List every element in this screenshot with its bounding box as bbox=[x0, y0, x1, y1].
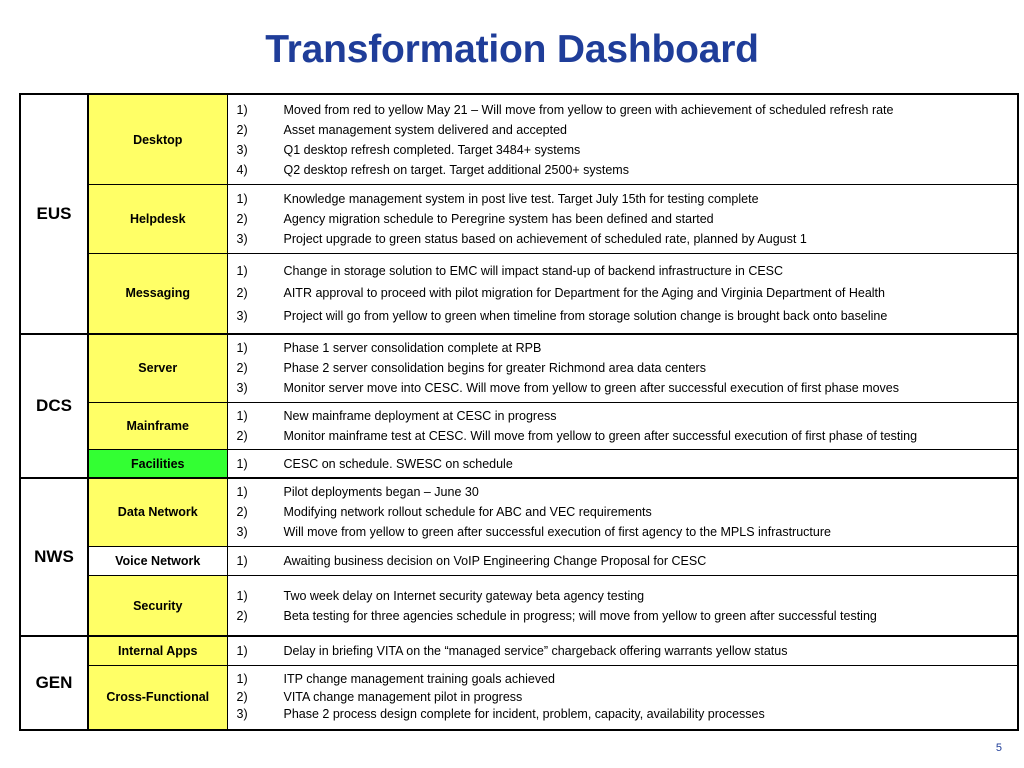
table-row bbox=[20, 94, 1018, 185]
category-label: Internal Apps bbox=[88, 636, 227, 665]
category-label: Security bbox=[88, 576, 227, 636]
table-row bbox=[20, 636, 1018, 665]
list-item: 1) Phase 1 server consolidation complete at RPB bbox=[236, 341, 542, 356]
list-item: 1) ITP change management training goals achieved bbox=[236, 672, 555, 687]
list-item: 1) Delay in briefing VITA on the “managed service” chargeback offering warrants yellow status bbox=[236, 644, 788, 659]
status-items bbox=[227, 547, 1018, 576]
status-items bbox=[227, 402, 1018, 449]
status-items bbox=[227, 185, 1018, 254]
status-items bbox=[227, 636, 1018, 665]
page-title: Transformation Dashboard bbox=[265, 28, 759, 71]
category-label: Helpdesk bbox=[88, 185, 227, 254]
group-label: NWS bbox=[20, 478, 88, 636]
status-items bbox=[227, 334, 1018, 403]
table-row bbox=[20, 478, 1018, 547]
list-item: 2) Modifying network rollout schedule for ABC and VEC requirements bbox=[236, 505, 652, 520]
list-item: 2) Agency migration schedule to Peregrine system has been defined and started bbox=[236, 211, 714, 226]
table-row bbox=[20, 450, 1018, 478]
list-item: 3) Will move from yellow to green after successful execution of first agency to the MPLS infrastructure bbox=[236, 525, 831, 540]
list-item: 2) Asset management system delivered and accepted bbox=[236, 122, 567, 137]
table-row bbox=[20, 576, 1018, 636]
category-label: Facilities bbox=[88, 450, 227, 478]
list-item: 1) Awaiting business decision on VoIP Engineering Change Proposal for CESC bbox=[236, 554, 707, 569]
list-item: 2) VITA change management pilot in progress bbox=[236, 689, 523, 704]
list-item: 3) Phase 2 process design complete for incident, problem, capacity, availability processes bbox=[236, 707, 765, 722]
category-label: Mainframe bbox=[88, 402, 227, 449]
table-row bbox=[20, 334, 1018, 403]
list-item: 3) Project upgrade to green status based on achievement of scheduled rate, planned by August 1 bbox=[236, 231, 807, 246]
list-item: 3) Project will go from yellow to green when timeline from storage solution change is brought back onto baseline bbox=[236, 308, 888, 323]
category-label: Voice Network bbox=[88, 547, 227, 576]
table-row bbox=[20, 253, 1018, 334]
list-item: 1) Moved from red to yellow May 21 – Will move from yellow to green with achievement of scheduled refresh rate bbox=[236, 102, 894, 117]
category-label: Desktop bbox=[88, 94, 227, 185]
dashboard-table bbox=[19, 93, 1019, 731]
page-number: 5 bbox=[995, 742, 1002, 754]
status-items bbox=[227, 253, 1018, 334]
table-row bbox=[20, 402, 1018, 449]
group-label: GEN bbox=[20, 636, 88, 730]
list-item: 2) Beta testing for three agencies schedule in progress; will move from yellow to green after successful testing bbox=[236, 608, 877, 623]
category-label: Server bbox=[88, 334, 227, 403]
list-item: 1) Change in storage solution to EMC will impact stand-up of backend infrastructure in CESC bbox=[236, 263, 784, 278]
list-item: 2) Phase 2 server consolidation begins for greater Richmond area data centers bbox=[236, 361, 706, 376]
table-row bbox=[20, 547, 1018, 576]
category-label: Data Network bbox=[88, 478, 227, 547]
status-items bbox=[227, 665, 1018, 730]
list-item: 1) Knowledge management system in post live test. Target July 15th for testing complete bbox=[236, 191, 759, 206]
table-row bbox=[20, 665, 1018, 730]
list-item: 2) Monitor mainframe test at CESC. Will move from yellow to green after successful execution of first phase of testing bbox=[236, 429, 918, 444]
status-items bbox=[227, 94, 1018, 185]
status-items bbox=[227, 478, 1018, 547]
group-label: EUS bbox=[20, 94, 88, 334]
list-item: 3) Monitor server move into CESC. Will move from yellow to green after successful execution of first phase moves bbox=[236, 381, 900, 396]
category-label: Messaging bbox=[88, 253, 227, 334]
list-item: 1) New mainframe deployment at CESC in progress bbox=[236, 409, 557, 424]
list-item: 3) Q1 desktop refresh completed. Target 3484+ systems bbox=[236, 142, 581, 157]
status-items bbox=[227, 576, 1018, 636]
list-item: 1) CESC on schedule. SWESC on schedule bbox=[236, 456, 513, 471]
list-item: 2) AITR approval to proceed with pilot migration for Department for the Aging and Virginia Department of Health bbox=[236, 286, 885, 301]
category-label: Cross-Functional bbox=[88, 665, 227, 730]
list-item: 1) Two week delay on Internet security gateway beta agency testing bbox=[236, 588, 645, 603]
status-items bbox=[227, 450, 1018, 478]
list-item: 1) Pilot deployments began – June 30 bbox=[236, 485, 479, 500]
group-label: DCS bbox=[20, 334, 88, 478]
table-row bbox=[20, 185, 1018, 254]
list-item: 4) Q2 desktop refresh on target. Target additional 2500+ systems bbox=[236, 162, 629, 177]
